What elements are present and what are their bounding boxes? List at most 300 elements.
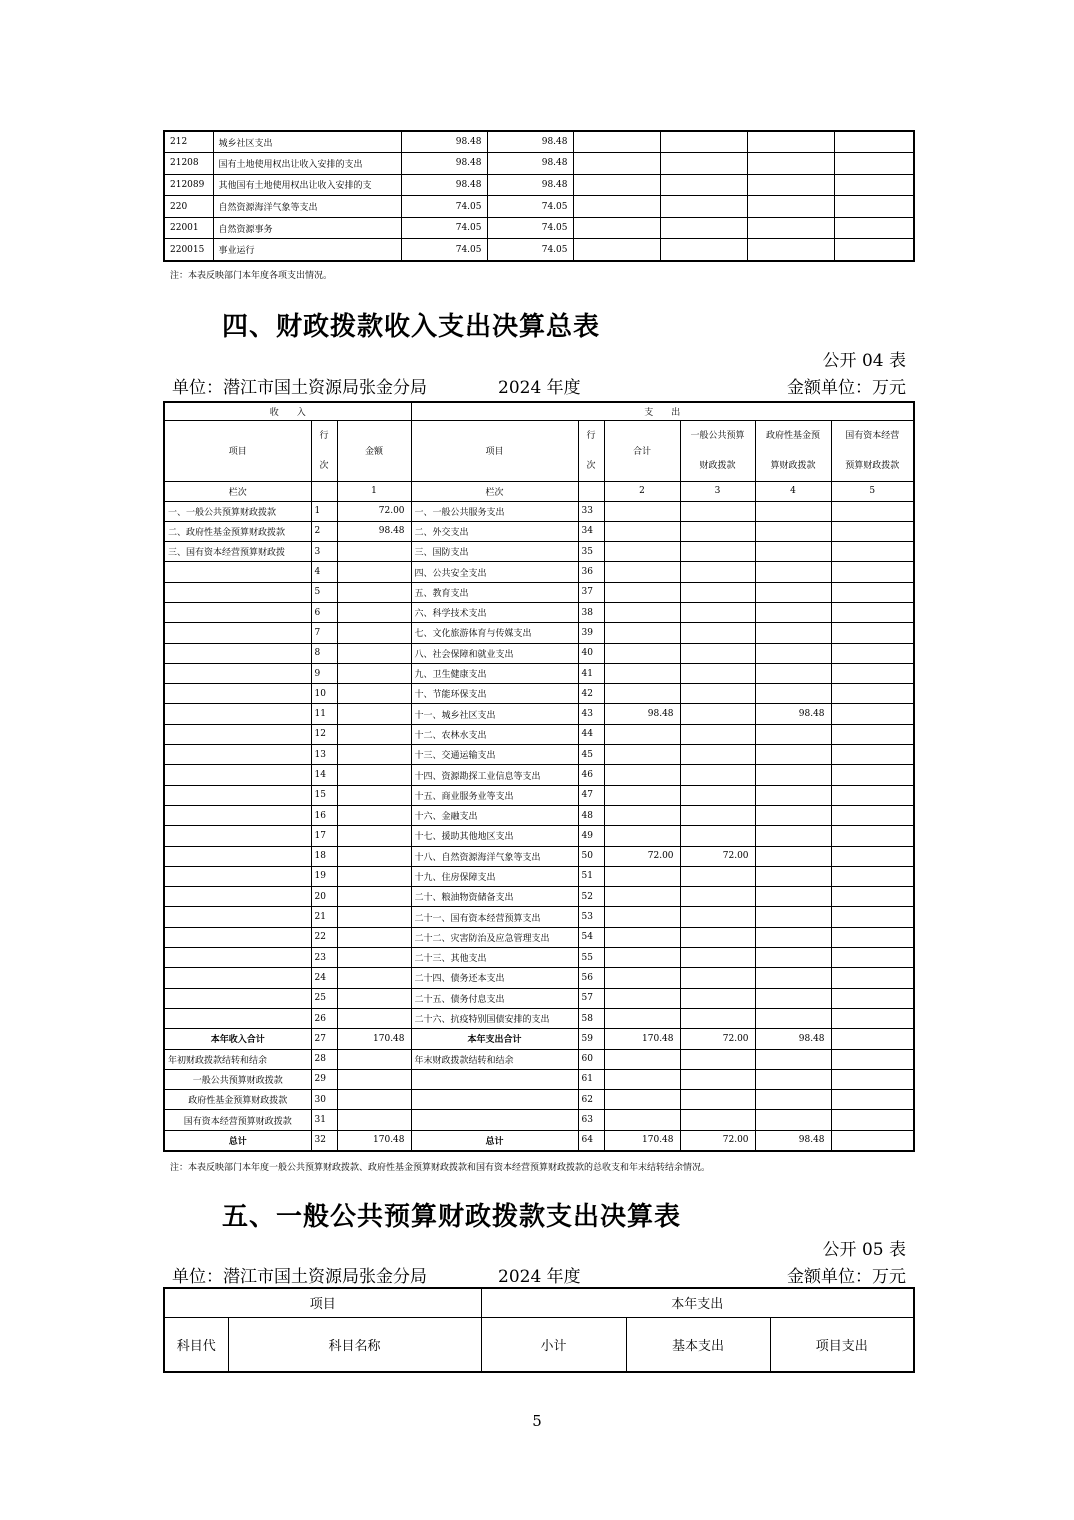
table-row xyxy=(164,765,914,785)
total-value xyxy=(604,663,680,683)
expense-row-no: 57 xyxy=(578,988,604,1008)
state-value xyxy=(831,785,914,805)
total-value xyxy=(604,1008,680,1028)
state-value xyxy=(831,1130,914,1150)
subject-name: 自然资源海洋气象等支出 xyxy=(213,196,401,218)
year-label: 2024 年度 xyxy=(498,1267,581,1287)
expense-row-no: 43 xyxy=(578,704,604,724)
income-item: 总计 xyxy=(164,1130,311,1150)
income-row-no: 16 xyxy=(311,805,337,825)
income-row-no: 11 xyxy=(311,704,337,724)
table-row xyxy=(164,724,914,744)
income-row-no: 25 xyxy=(311,988,337,1008)
income-row-no: 19 xyxy=(311,866,337,886)
total-value: 98.48 xyxy=(401,174,487,196)
income-amount xyxy=(337,684,411,704)
state-value xyxy=(831,1029,914,1049)
value-cell xyxy=(660,153,747,175)
expense-item: 二十、粮油物资储备支出 xyxy=(411,887,578,907)
item-header: 项目 xyxy=(164,1288,481,1317)
total-value xyxy=(604,1090,680,1110)
state-value xyxy=(831,1069,914,1089)
general-header: 一般公共预算 财政拨款 xyxy=(680,420,755,481)
state-value xyxy=(831,1110,914,1130)
income-item xyxy=(164,643,311,663)
state-header: 国有资本经营 预算财政拨款 xyxy=(831,420,914,481)
basic-value: 74.05 xyxy=(487,239,573,261)
income-row-no: 14 xyxy=(311,765,337,785)
income-amount xyxy=(337,1110,411,1130)
value-cell xyxy=(660,174,747,196)
income-row-no: 4 xyxy=(311,562,337,582)
expense-row-no: 55 xyxy=(578,948,604,968)
col-4: 4 xyxy=(755,481,831,501)
value-cell xyxy=(747,239,834,261)
expense-row-no: 35 xyxy=(578,542,604,562)
value-cell xyxy=(834,174,914,196)
total-value xyxy=(604,1069,680,1089)
current-expense-header: 本年支出 xyxy=(481,1288,914,1317)
expense-row-no: 42 xyxy=(578,684,604,704)
state-value xyxy=(831,1049,914,1069)
fund-value xyxy=(755,1069,831,1089)
col-3: 3 xyxy=(680,481,755,501)
income-item xyxy=(164,907,311,927)
income-amount xyxy=(337,1049,411,1069)
expense-item: 十、节能环保支出 xyxy=(411,684,578,704)
table-row xyxy=(164,623,914,643)
expense-item xyxy=(411,1110,578,1130)
expense-item xyxy=(411,1090,578,1110)
expense-item: 总计 xyxy=(411,1130,578,1150)
general-value xyxy=(680,948,755,968)
table-row xyxy=(164,846,914,866)
expense-row-no: 34 xyxy=(578,521,604,541)
value-cell xyxy=(573,196,660,218)
income-row-no: 20 xyxy=(311,887,337,907)
general-value xyxy=(680,745,755,765)
total-value: 72.00 xyxy=(604,846,680,866)
expense-item: 九、卫生健康支出 xyxy=(411,663,578,683)
expense-row-no: 47 xyxy=(578,785,604,805)
total-value xyxy=(604,887,680,907)
income-item: 年初财政拨款结转和结余 xyxy=(164,1049,311,1069)
table-note: 注：本表反映部门本年度一般公共预算财政拨款、政府性基金预算财政拨款和国有资本经营预算财政拨款的总收支和年末结转结余情况。 xyxy=(170,1163,711,1173)
expense-row-no: 48 xyxy=(578,805,604,825)
income-amount xyxy=(337,562,411,582)
total-value xyxy=(604,562,680,582)
income-item xyxy=(164,724,311,744)
expense-item: 十七、援助其他地区支出 xyxy=(411,826,578,846)
basic-value: 74.05 xyxy=(487,217,573,239)
state-value xyxy=(831,826,914,846)
table-row xyxy=(164,684,914,704)
expense-item: 十六、金融支出 xyxy=(411,805,578,825)
total-value xyxy=(604,582,680,602)
code-header: 科目代 xyxy=(164,1317,228,1372)
fund-value xyxy=(755,1110,831,1130)
general-value xyxy=(680,968,755,988)
state-value xyxy=(831,765,914,785)
income-row-no: 15 xyxy=(311,785,337,805)
expense-row-no: 46 xyxy=(578,765,604,785)
state-value xyxy=(831,704,914,724)
value-cell xyxy=(747,174,834,196)
value-cell xyxy=(573,131,660,153)
table-row xyxy=(164,1049,914,1069)
income-item xyxy=(164,562,311,582)
total-value xyxy=(604,826,680,846)
state-value xyxy=(831,684,914,704)
total-value xyxy=(604,948,680,968)
expense-item: 三、国防支出 xyxy=(411,542,578,562)
fund-value xyxy=(755,927,831,947)
expense-item: 十三、交通运输支出 xyxy=(411,745,578,765)
value-cell xyxy=(573,153,660,175)
subject-code: 212 xyxy=(164,131,213,153)
expense-item: 十一、城乡社区支出 xyxy=(411,704,578,724)
total-value xyxy=(604,866,680,886)
income-amount xyxy=(337,927,411,947)
income-item xyxy=(164,866,311,886)
state-value xyxy=(831,602,914,622)
general-value xyxy=(680,542,755,562)
table-number: 公开 05 表 xyxy=(822,1240,906,1260)
income-amount xyxy=(337,988,411,1008)
general-value xyxy=(680,988,755,1008)
income-row-no: 1 xyxy=(311,501,337,521)
total-value xyxy=(604,805,680,825)
income-row-no: 24 xyxy=(311,968,337,988)
income-amount xyxy=(337,663,411,683)
expense-item: 十二、农林水支出 xyxy=(411,724,578,744)
total-value xyxy=(604,988,680,1008)
total-value: 170.48 xyxy=(604,1130,680,1150)
fund-value xyxy=(755,582,831,602)
income-item xyxy=(164,826,311,846)
total-value xyxy=(604,745,680,765)
table-row xyxy=(164,948,914,968)
general-value xyxy=(680,785,755,805)
income-row-no: 6 xyxy=(311,602,337,622)
fund-value xyxy=(755,765,831,785)
income-amount: 72.00 xyxy=(337,501,411,521)
value-cell xyxy=(747,217,834,239)
expense-row-no: 38 xyxy=(578,602,604,622)
name-header: 科目名称 xyxy=(228,1317,481,1372)
basic-value: 98.48 xyxy=(487,174,573,196)
expense-row-no: 45 xyxy=(578,745,604,765)
general-value xyxy=(680,1069,755,1089)
fund-value xyxy=(755,1008,831,1028)
income-row-no: 27 xyxy=(311,1029,337,1049)
table-row xyxy=(164,927,914,947)
general-value xyxy=(680,927,755,947)
fund-value xyxy=(755,542,831,562)
general-value xyxy=(680,684,755,704)
subject-name: 国有土地使用权出让收入安排的支出 xyxy=(213,153,401,175)
income-row-no: 21 xyxy=(311,907,337,927)
expense-row-no: 59 xyxy=(578,1029,604,1049)
total-value xyxy=(604,501,680,521)
expense-item: 一、一般公共服务支出 xyxy=(411,501,578,521)
expense-item: 二十二、灾害防治及应急管理支出 xyxy=(411,927,578,947)
unit-label: 单位：潜江市国土资源局张金分局 xyxy=(172,1267,427,1287)
income-amount xyxy=(337,1008,411,1028)
income-amount xyxy=(337,948,411,968)
expense-row-no: 58 xyxy=(578,1008,604,1028)
income-row-no: 29 xyxy=(311,1069,337,1089)
subject-name: 事业运行 xyxy=(213,239,401,261)
expense-row-no: 61 xyxy=(578,1069,604,1089)
income-item xyxy=(164,948,311,968)
total-value xyxy=(604,785,680,805)
income-amount: 170.48 xyxy=(337,1130,411,1150)
fund-value xyxy=(755,866,831,886)
general-value xyxy=(680,1090,755,1110)
table-row xyxy=(164,968,914,988)
fund-value xyxy=(755,785,831,805)
expense-item: 七、文化旅游体育与传媒支出 xyxy=(411,623,578,643)
total-value xyxy=(604,968,680,988)
fund-value xyxy=(755,846,831,866)
income-row-no: 12 xyxy=(311,724,337,744)
expense-row-no: 62 xyxy=(578,1090,604,1110)
total-value: 98.48 xyxy=(604,704,680,724)
state-value xyxy=(831,582,914,602)
income-row-no: 26 xyxy=(311,1008,337,1028)
value-cell xyxy=(747,131,834,153)
table-row xyxy=(164,1130,914,1150)
fund-value xyxy=(755,826,831,846)
table-row xyxy=(164,239,914,261)
state-value xyxy=(831,623,914,643)
income-row-no: 10 xyxy=(311,684,337,704)
general-value: 72.00 xyxy=(680,846,755,866)
expense-row-no: 63 xyxy=(578,1110,604,1130)
table-row xyxy=(164,887,914,907)
fund-value xyxy=(755,745,831,765)
subject-code: 220 xyxy=(164,196,213,218)
income-amount xyxy=(337,866,411,886)
state-value xyxy=(831,724,914,744)
income-amount xyxy=(337,846,411,866)
expense-row-no: 51 xyxy=(578,866,604,886)
income-row-no: 8 xyxy=(311,643,337,663)
income-amount: 98.48 xyxy=(337,521,411,541)
general-value xyxy=(680,1008,755,1028)
basic-value: 74.05 xyxy=(487,196,573,218)
table-number: 公开 04 表 xyxy=(822,351,906,371)
expense-row-no: 64 xyxy=(578,1130,604,1150)
income-amount xyxy=(337,745,411,765)
table-row xyxy=(164,217,914,239)
year-label: 2024 年度 xyxy=(498,378,581,398)
value-cell xyxy=(573,239,660,261)
value-cell xyxy=(834,217,914,239)
value-cell xyxy=(573,217,660,239)
basic-value: 98.48 xyxy=(487,153,573,175)
state-value xyxy=(831,745,914,765)
income-amount xyxy=(337,724,411,744)
basic-value: 98.48 xyxy=(487,131,573,153)
general-value xyxy=(680,704,755,724)
value-cell xyxy=(834,131,914,153)
expense-row-no: 37 xyxy=(578,582,604,602)
income-amount xyxy=(337,1090,411,1110)
total-value xyxy=(604,765,680,785)
total-value: 74.05 xyxy=(401,196,487,218)
total-value xyxy=(604,542,680,562)
table-row xyxy=(164,174,914,196)
total-value xyxy=(604,1049,680,1069)
state-value xyxy=(831,988,914,1008)
state-value xyxy=(831,643,914,663)
expense-item: 六、科学技术支出 xyxy=(411,602,578,622)
income-row-no: 5 xyxy=(311,582,337,602)
table-row xyxy=(164,1069,914,1089)
expense-item: 年末财政拨款结转和结余 xyxy=(411,1049,578,1069)
general-value xyxy=(680,582,755,602)
income-amount xyxy=(337,765,411,785)
fund-value xyxy=(755,1049,831,1069)
expense-item: 二十一、国有资本经营预算支出 xyxy=(411,907,578,927)
fund-value xyxy=(755,948,831,968)
section-title: 五、一般公共预算财政拨款支出决算表 xyxy=(222,1202,682,1232)
total-value xyxy=(604,907,680,927)
state-value xyxy=(831,542,914,562)
total-value: 74.05 xyxy=(401,239,487,261)
income-item xyxy=(164,765,311,785)
income-item xyxy=(164,988,311,1008)
income-row-no: 9 xyxy=(311,663,337,683)
general-value xyxy=(680,602,755,622)
fund-value xyxy=(755,887,831,907)
income-row-no: 17 xyxy=(311,826,337,846)
income-row-no: 30 xyxy=(311,1090,337,1110)
income-amount xyxy=(337,907,411,927)
general-value xyxy=(680,887,755,907)
expense-table-continued xyxy=(163,130,915,262)
amount-unit-label: 金额单位：万元 xyxy=(787,1267,906,1287)
expense-item: 二十五、债务付息支出 xyxy=(411,988,578,1008)
income-row-no: 22 xyxy=(311,927,337,947)
table-row xyxy=(164,907,914,927)
state-value xyxy=(831,846,914,866)
fund-value xyxy=(755,602,831,622)
table-note: 注：本表反映部门本年度各项支出情况。 xyxy=(170,271,333,281)
income-item xyxy=(164,704,311,724)
value-cell xyxy=(834,196,914,218)
income-item xyxy=(164,602,311,622)
state-value xyxy=(831,1008,914,1028)
total-value: 170.48 xyxy=(604,1029,680,1049)
income-item: 二、政府性基金预算财政拨款 xyxy=(164,521,311,541)
general-value xyxy=(680,1110,755,1130)
income-row-no: 3 xyxy=(311,542,337,562)
expense-item: 二十三、其他支出 xyxy=(411,948,578,968)
general-value xyxy=(680,907,755,927)
state-value xyxy=(831,805,914,825)
income-item xyxy=(164,927,311,947)
fund-value xyxy=(755,724,831,744)
expense-row-no: 44 xyxy=(578,724,604,744)
income-amount xyxy=(337,602,411,622)
general-value xyxy=(680,562,755,582)
income-item: 一般公共预算财政拨款 xyxy=(164,1069,311,1089)
income-item xyxy=(164,582,311,602)
expense-item: 十八、自然资源海洋气象等支出 xyxy=(411,846,578,866)
income-item: 三、国有资本经营预算财政拨 xyxy=(164,542,311,562)
expense-row-no: 49 xyxy=(578,826,604,846)
income-amount xyxy=(337,623,411,643)
item-header: 项目 xyxy=(164,420,311,481)
fiscal-summary-table xyxy=(163,401,915,1152)
fund-value: 98.48 xyxy=(755,1029,831,1049)
expense-item: 四、公共安全支出 xyxy=(411,562,578,582)
expense-item: 五、教育支出 xyxy=(411,582,578,602)
fund-value: 98.48 xyxy=(755,704,831,724)
expense-row-no: 50 xyxy=(578,846,604,866)
income-item: 本年收入合计 xyxy=(164,1029,311,1049)
general-value: 72.00 xyxy=(680,1130,755,1150)
total-value xyxy=(604,684,680,704)
income-item xyxy=(164,887,311,907)
expense-row-no: 33 xyxy=(578,501,604,521)
income-amount xyxy=(337,643,411,663)
income-item xyxy=(164,805,311,825)
general-value xyxy=(680,663,755,683)
table-row xyxy=(164,1008,914,1028)
expense-item: 十五、商业服务业等支出 xyxy=(411,785,578,805)
state-value xyxy=(831,927,914,947)
table-row xyxy=(164,805,914,825)
table-row xyxy=(164,643,914,663)
expense-row-no: 60 xyxy=(578,1049,604,1069)
income-amount xyxy=(337,542,411,562)
fund-value xyxy=(755,623,831,643)
general-value xyxy=(680,805,755,825)
value-cell xyxy=(660,131,747,153)
table-row xyxy=(164,542,914,562)
income-row-no: 31 xyxy=(311,1110,337,1130)
state-value xyxy=(831,1090,914,1110)
expense-item: 二十四、债务还本支出 xyxy=(411,968,578,988)
fund-value xyxy=(755,988,831,1008)
table-row xyxy=(164,196,914,218)
fund-value xyxy=(755,521,831,541)
subject-code: 212089 xyxy=(164,174,213,196)
state-value xyxy=(831,663,914,683)
general-value xyxy=(680,623,755,643)
table-row xyxy=(164,866,914,886)
income-row-no: 7 xyxy=(311,623,337,643)
expense-row-no: 53 xyxy=(578,907,604,927)
expense-row-no: 56 xyxy=(578,968,604,988)
general-value xyxy=(680,1049,755,1069)
state-value xyxy=(831,521,914,541)
expense-item: 十四、资源勘探工业信息等支出 xyxy=(411,765,578,785)
state-value xyxy=(831,562,914,582)
general-value xyxy=(680,724,755,744)
subject-name: 自然资源事务 xyxy=(213,217,401,239)
income-amount xyxy=(337,1069,411,1089)
total-value xyxy=(604,602,680,622)
income-item: 政府性基金预算财政拨款 xyxy=(164,1090,311,1110)
expense-item: 十九、住房保障支出 xyxy=(411,866,578,886)
subtotal-header: 小计 xyxy=(481,1317,626,1372)
expense-item: 二十六、抗疫特别国债安排的支出 xyxy=(411,1008,578,1028)
